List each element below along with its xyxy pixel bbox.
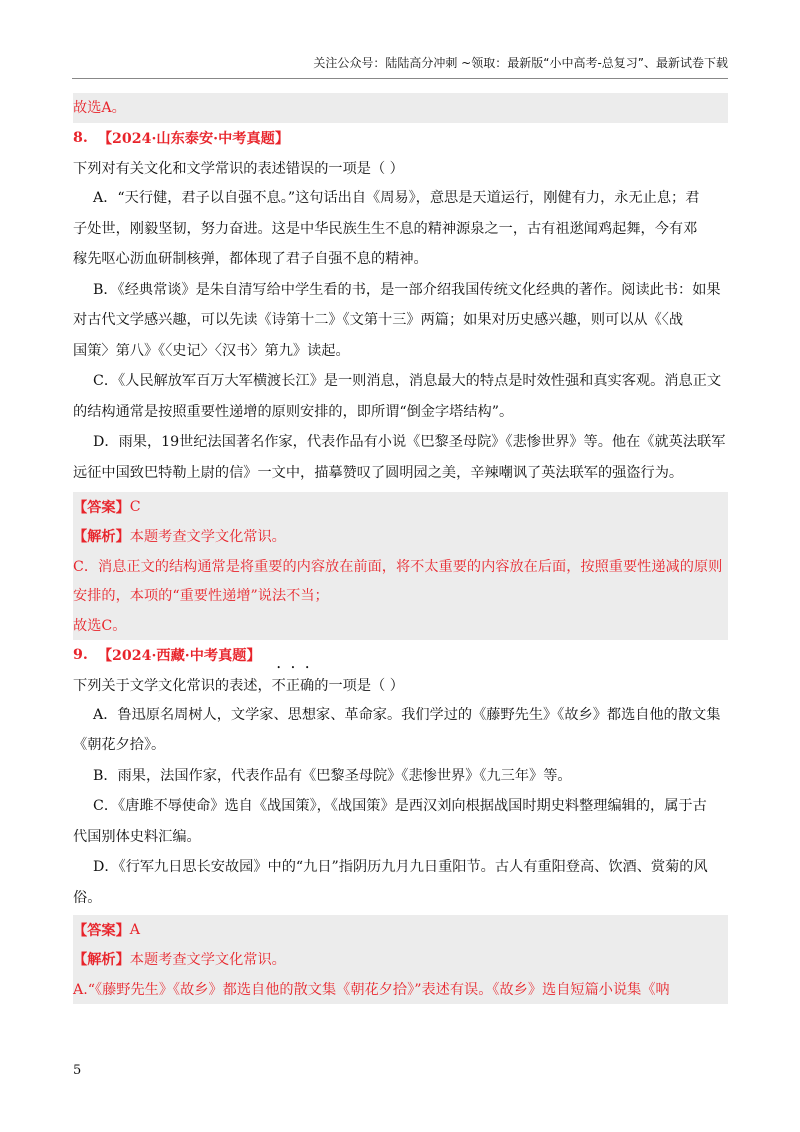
q9-stem-before: 下列关于文学文化常识的表述， [73,677,272,694]
q9-analysis-text: 本题考查文学文化常识。 [129,952,286,969]
q8-conclusion: 故选C。 [73,617,127,634]
q8-option-line: 的结构通常是按照重要性递增的原则安排的，即所谓“倒金字塔结构”。 [73,403,514,420]
q8-explanation-2: 安排的，本项的“重要性递增”说法不当； [73,588,329,605]
q9-option-line: C．《唐雎不辱使命》选自《战国策》，《战国策》是西汉刘向根据战国时期史料整理编辑的，属于古 [93,798,707,814]
q8-answer-block [73,492,728,640]
q8-option [73,275,728,367]
q9-emphasis-2: 正 • [286,675,300,695]
q9-emphasis-1: 不 • [272,675,286,695]
q8-option-line: C．《人民解放军百万大军横渡长江》是一则消息，消息最大的特点是时效性强和真实客观。消息正文 [93,373,722,389]
q8-option [73,366,728,427]
page-header: 关注公众号：陆陆高分冲刺 ~领取：最新版“小中高考-总复习”、最新试卷下载 [313,56,728,70]
q9-options [73,700,728,914]
q9-emphasis-3: 确 • [300,675,314,695]
q8-answer-value: C [129,498,141,515]
q9-option [73,700,728,761]
q8-tag: 【2024·山东泰安·中考真题】 [97,131,290,147]
q8-option-line: A．“天行健，君子以自强不息。”这句话出自《周易》，意思是天道运行，刚健有力，永无止息；君 [93,190,700,206]
q9-stem-after: 的一项是（ ） [314,677,404,694]
q9-answer-block [73,915,728,1004]
q9-tag: 【2024·西藏·中考真题】 [97,647,261,664]
q8-option-line: B．《经典常谈》是朱自清写给中学生看的书，是一部介绍我国传统文化经典的著作。阅读此书：如果 [93,281,721,298]
q8-stem: 下列对有关文化和文学常识的表述错误的一项是（ ） [73,161,404,177]
q8-analysis-text: 本题考查文学文化常识。 [129,529,286,546]
q8-options [73,183,728,488]
q8-answer-label: 【答案】 [73,499,130,516]
q8-option [73,183,728,275]
q9-option [73,791,728,852]
q9-option-line: 俗。 [73,889,102,906]
q9-explanation: A.“《藤野先生》《故乡》都选自他的散文集《朝花夕拾》”表述有误。《故乡》选自短篇小说集《呐 [73,981,670,998]
page-number: 5 [73,1063,82,1078]
q9-stem [73,670,728,700]
q8-option-line: 远征中国致巴特勒上尉的信》一文中，描摹赞叹了圆明园之美，辛辣嘲讽了英法联军的强盗行为。 [73,464,684,481]
q9-answer-value: A [129,921,141,938]
q8-option-line: D．雨果，19世纪法国著名作家，代表作品有小说《巴黎圣母院》《悲惨世界》等。他在《就英法联军 [93,434,726,450]
q9-option-line: A．鲁迅原名周树人，文学家、思想家、革命家。我们学过的《藤野先生》《故乡》都选自他的散文集 [93,706,721,723]
q9-analysis [73,945,728,975]
q9-heading [73,640,728,670]
prev-conclusion: 故选A。 [73,93,728,123]
q8-option-line: 稼先呕心沥血研制核弹，都体现了君子自强不息的精神。 [73,251,428,267]
q9-option-line: B．雨果，法国作家，代表作品有《巴黎圣母院》《悲惨世界》《九三年》等。 [93,767,572,784]
q8-explanation-1: C．消息正文的结构通常是将重要的内容放在前面，将不太重要的内容放在后面，按照重要性递减的原则 [73,558,723,575]
q8-option-line: 子处世，刚毅坚韧，努力奋进。这是中华民族生生不息的精神源泉之一，古有祖逖闻鸡起舞，今有邓 [73,220,698,237]
q9-answer [73,915,728,945]
q8-option-line: 国策〉第八》《〈史记〉〈汉书〉第九》读起。 [73,342,350,359]
q9-option-line: 代国别体史料汇编。 [73,828,201,845]
q9-answer-label: 【答案】 [73,922,130,939]
q8-option [73,427,728,488]
q9-option-line: D．《行军九日思长安故园》中的“九日”指阴历九月九日重阳节。古人有重阳登高、饮酒、赏菊的风 [93,859,708,875]
document-body [73,93,728,1004]
header-divider [72,78,728,79]
q8-analysis-label: 【解析】 [73,529,130,546]
q8-analysis [73,522,728,552]
q9-option [73,852,728,913]
q8-answer [73,492,728,522]
q9-number: 9. [73,646,88,663]
q8-heading [73,123,728,153]
q8-option-line: 对古代文学感兴趣，可以先读《诗第十二》《文第十三》两篇；如果对历史感兴趣，则可以从《〈战 [73,312,684,328]
q9-analysis-label: 【解析】 [73,952,130,969]
q9-option-line: 《朝花夕拾》。 [73,737,166,753]
q9-option [73,761,728,792]
q8-number: 8. [73,130,88,146]
